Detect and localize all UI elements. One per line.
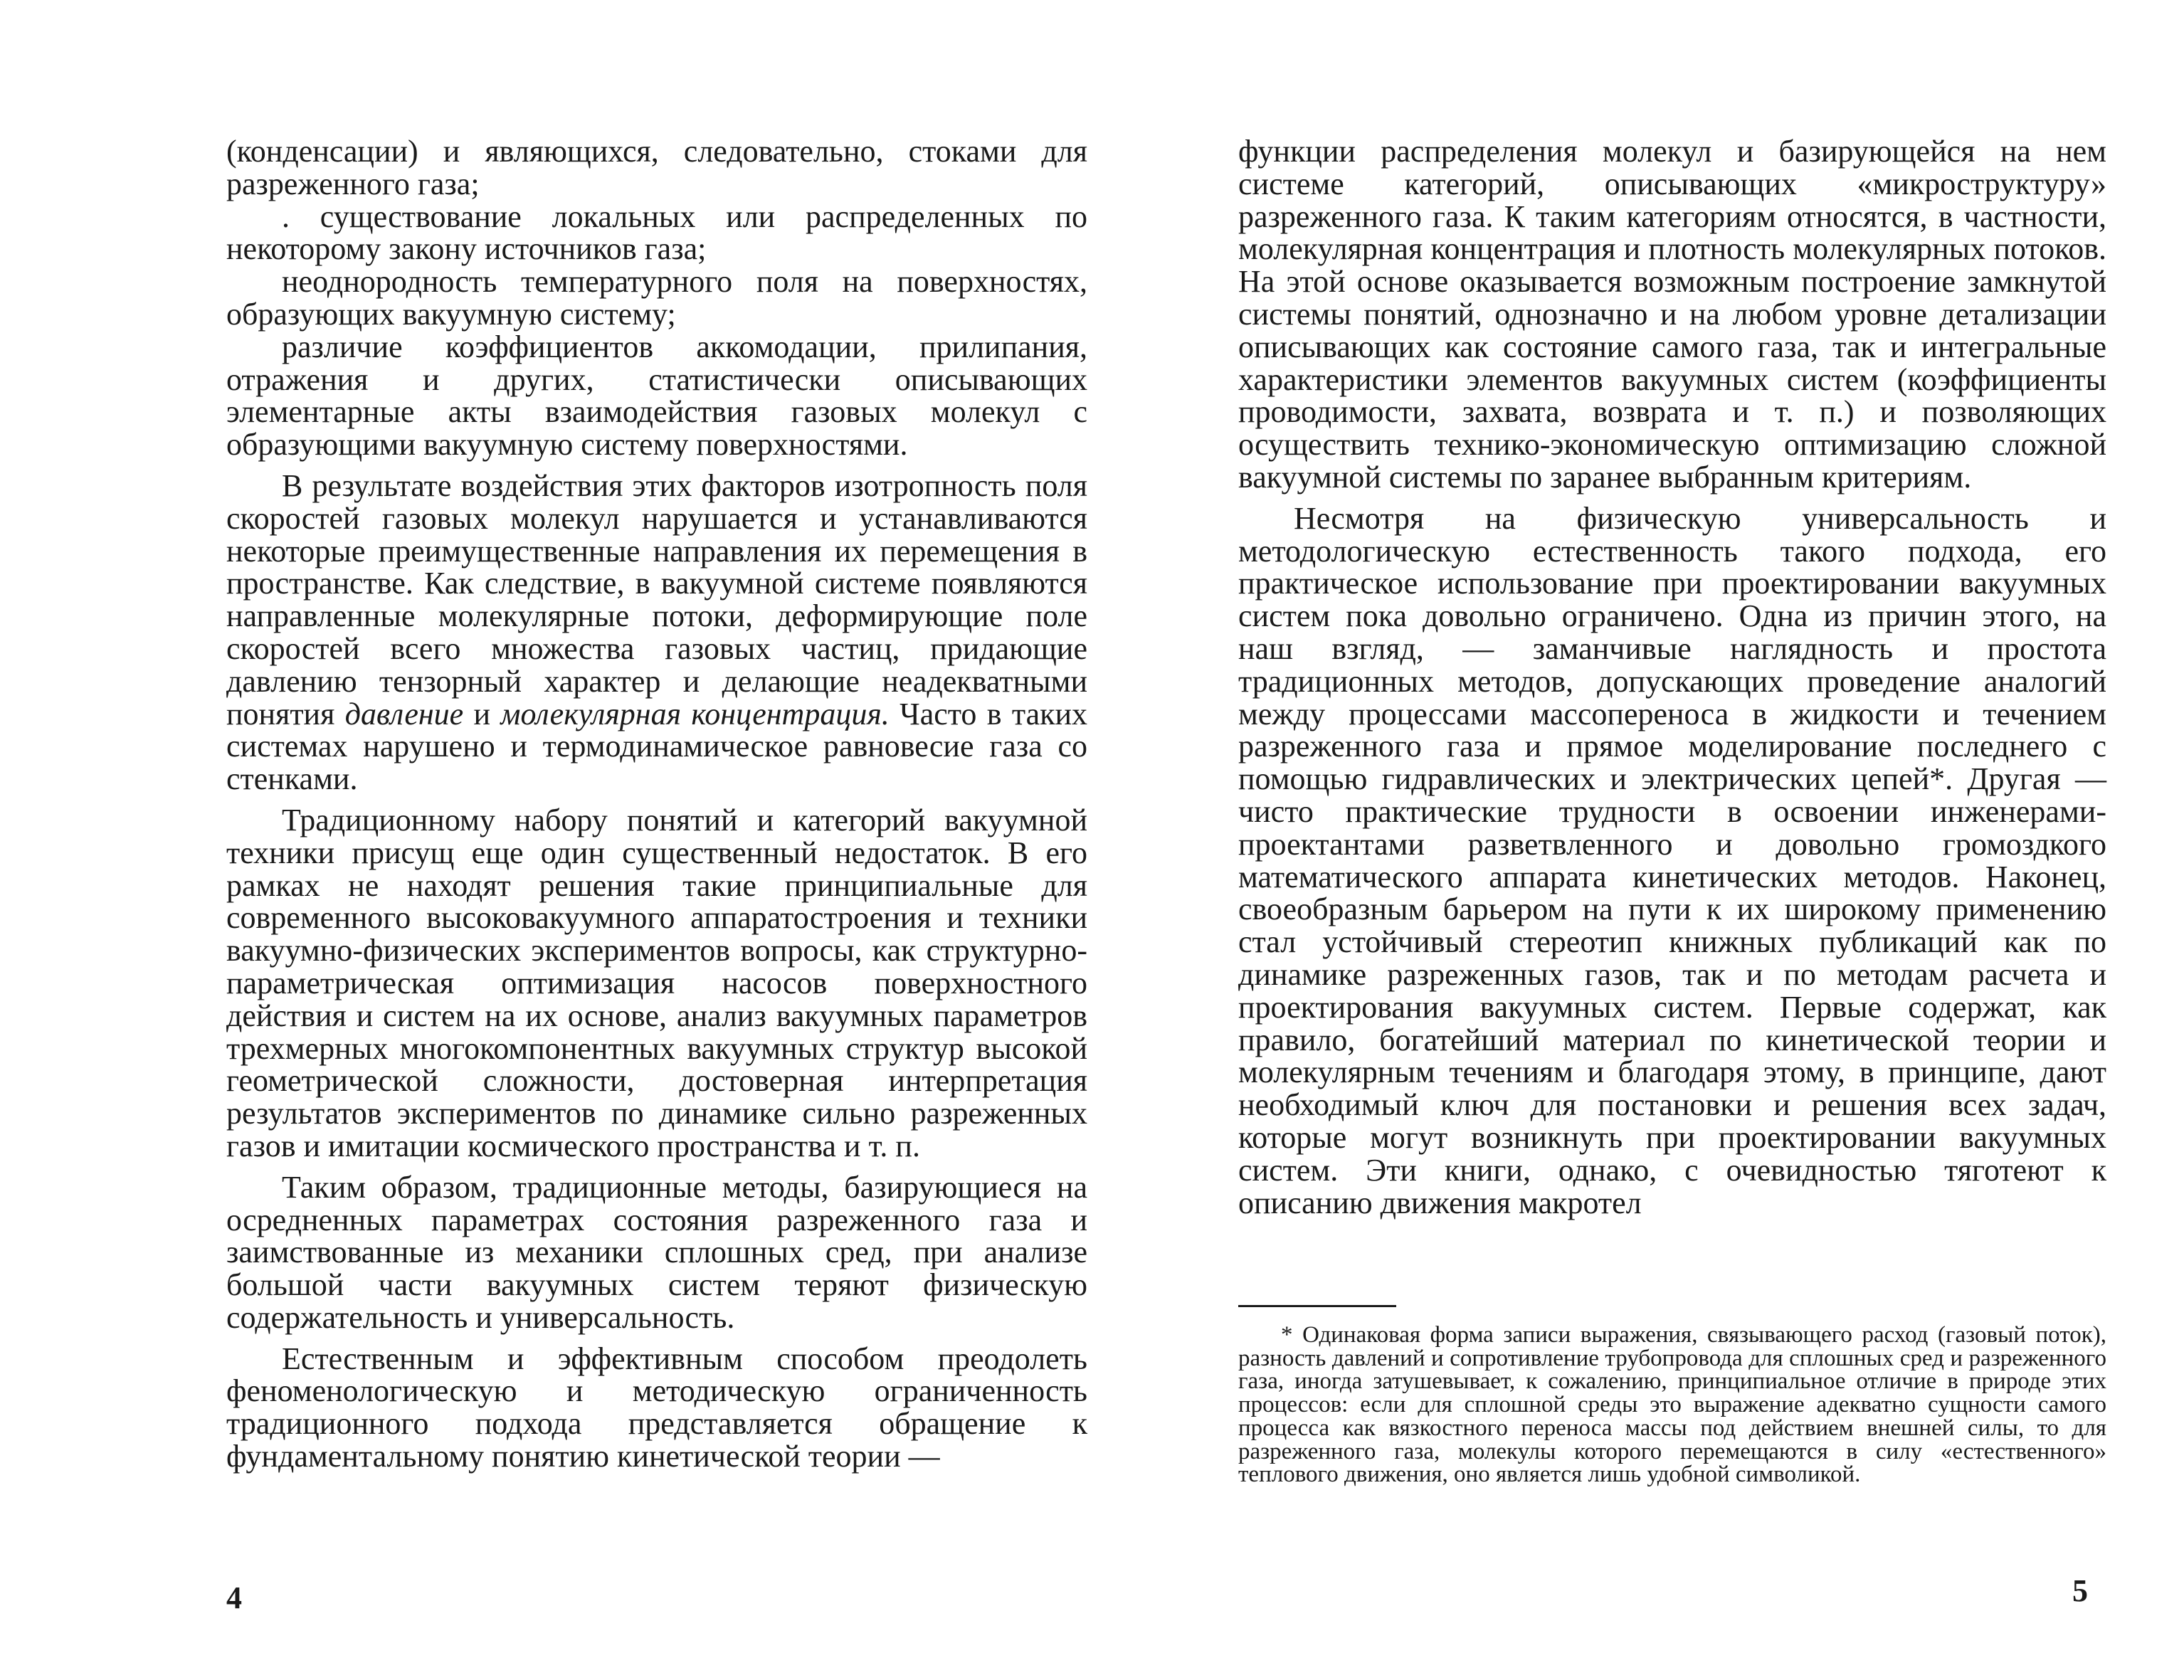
left-paragraph-7: Таким образом, традиционные методы, базирующиеся на осредненных параметрах состояния разреженного газа и заимствованные из механики сплошных сред, при анализе большой части вакуумных систем теряют физическую содержательность и универсальность.: [226, 1169, 1087, 1335]
left-paragraph-5: [226, 467, 1088, 797]
left-paragraph-1: (конденсации) и являющихся, следовательно, стоками для разреженного газа;: [226, 134, 1087, 201]
italic-term-pressure: давление: [344, 696, 464, 731]
left-paragraph-5-main: В результате воздействия этих факторов изотропность поля скоростей газовых молекул нарушается и устанавливаются некоторые преимущественные направления их перемещения в пространстве. Как следствие, в вакуумной системе появляются направленные молекулярные потоки, деформирующие поле скоростей всего множества газовых частиц, придающие давлению тензорный характер и делающие неадекватными понятия: [226, 467, 1087, 731]
conjunction: и: [463, 696, 501, 731]
right-paragraph-1: функции распределения молекул и базирующейся на нем системе категорий, описывающих «микроструктуру» разреженного газа. К таким категориям относятся, в частности, молекулярная концентрация и плотность молекулярных потоков. На этой основе оказывается возможным построение замкнутой системы понятий, однозначно и на любом уровне детализации описывающих как состояние самого газа, так и интегральные характеристики элементов вакуумных систем (коэффициенты проводимости, захвата, возврата и т. п.) и позволяющих осуществить технико-экономическую оптимизацию сложной вакуумной системы по заранее выбранным критериям.: [1238, 134, 2106, 495]
left-paragraph-5-tail: Часто в таких системах нарушено и термодинамическое равновесие газа со стенками.: [226, 696, 1088, 797]
italic-term-concentration: молекулярная концентрация.: [500, 696, 890, 731]
left-page: [226, 135, 1087, 1473]
left-paragraph-2: . существование локальных или распределенных по некоторому закону источников газа;: [226, 199, 1087, 267]
left-paragraph-4: различие коэффициентов аккомодации, прилипания, отражения и других, статистически описывающих элементарные акты взаимодействия газовых молекул с образующими вакуумную систему поверхностями.: [226, 329, 1087, 463]
right-page: [1238, 135, 2106, 1219]
left-paragraph-8: Естественным и эффективным способом преодолеть феноменологическую и методическую ограниченность традиционного подхода представляется обращение к фундаментальному понятию кинетической теории —: [226, 1341, 1087, 1474]
left-paragraph-6: Традиционному набору понятий и категорий вакуумной техники присущ еще один существенный недостаток. В его рамках не находят решения такие принципиальные для современного высоковакуумного аппаратостроения и техники вакуумно-физических экспериментов вопросы, как структурно-параметрическая оптимизация насосов поверхностного действия и систем на их основе, анализ вакуумных параметров трехмерных многокомпонентных вакуумных структур высокой геометрической сложности, достоверная интерпретация результатов экспериментов по динамике сильно разреженных газов и имитации космического пространства и т. п.: [226, 802, 1087, 1163]
left-paragraph-3: неоднородность температурного поля на поверхностях, образующих вакуумную систему;: [226, 264, 1087, 332]
page-number-right: 5: [2072, 1573, 2088, 1608]
footnote: * Одинаковая форма записи выражения, связывающего расход (газовый поток), разность давлений и сопротивление трубопровода для сплошных сред и разреженного газа, иногда затушевывает, к сожалению, принципиальное отличие в природе этих процессов: если для сплошной среды это выражение адекватно сущности самого процесса как вязкостного переноса массы под действием внешней силы, то для разреженного газа, молекулы которого перемещаются в силу «естественного» теплового движения, оно является лишь удобной символикой.: [1238, 1322, 2106, 1488]
footnote-divider: [1238, 1305, 1396, 1307]
right-paragraph-2: Несмотря на физическую универсальность и методологическую естественность такого подхода, его практическое использование при проектировании вакуумных систем пока довольно ограничено. Одна из причин этого, на наш взгляд, — заманчивые наглядность и простота традиционных методов, допускающих проведение аналогий между процессами массопереноса в жидкости и течением разреженного газа и прямое моделирование последнего с помощью гидравлических и электрических цепей*. Другая — чисто практические трудности в освоении инженерами-проектантами разветвленного и довольно громоздкого математического аппарата кинетических методов. Наконец, своеобразным барьером на пути к их широкому применению стал устойчивый стереотип книжных публикаций как по динамике разреженных газов, так и по методам расчета и проектирования вакуумных систем. Первые содержат, как правило, богатейший материал по кинетической теории и молекулярным течениям и благодаря этому, в принципе, дают необходимый ключ для постановки и решения всех задач, которые могут возникнуть при проектировании вакуумных систем. Эти книги, однако, с очевидностью тяготеют к описанию движения макротел: [1238, 500, 2106, 1220]
page-number-left: 4: [226, 1580, 242, 1615]
